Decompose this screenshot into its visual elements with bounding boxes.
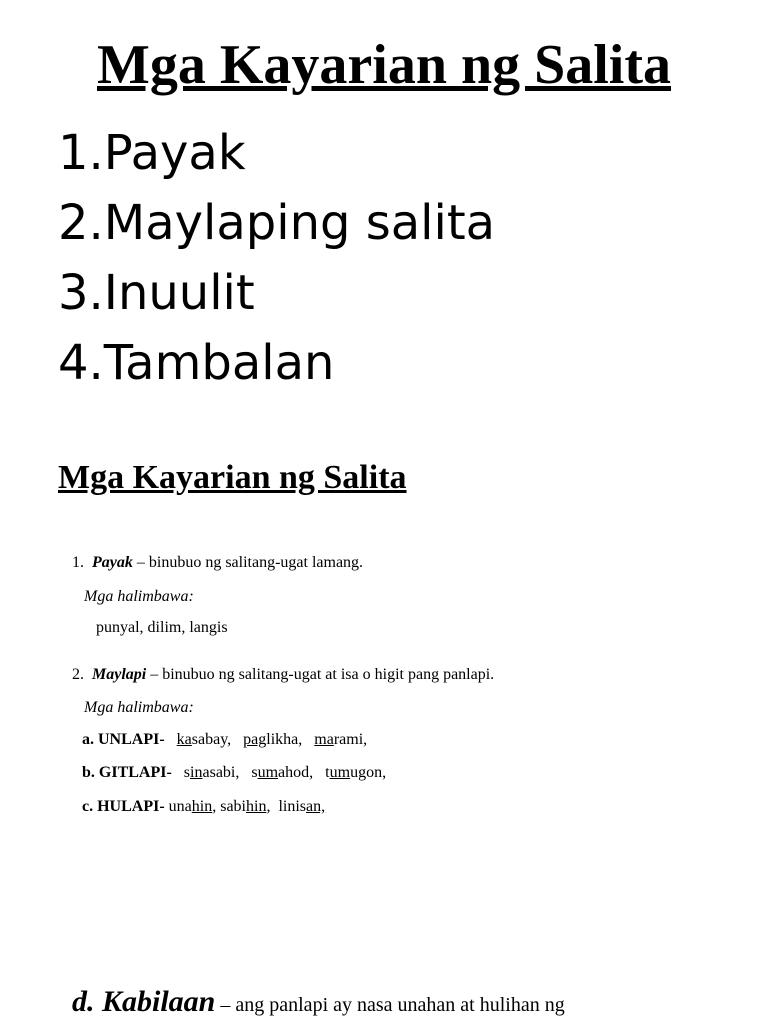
kabilaan-description: – ang panlapi ay nasa unahan at hulihan ng — [215, 994, 565, 1016]
affix-label: b. GITLAPI- — [82, 764, 172, 781]
examples-text: punyal, dilim, langis — [96, 619, 228, 636]
affix-part: um — [329, 764, 351, 781]
root-part: s — [183, 764, 191, 781]
item-term: Payak — [92, 554, 133, 571]
item-maylapi — [72, 662, 494, 688]
kabilaan-heading: d. Kabilaan — [72, 985, 216, 1018]
affix-part: hin — [246, 798, 267, 815]
affix-label: a. UNLAPI- — [82, 731, 165, 748]
root-part: ugon, — [350, 764, 387, 781]
examples-label: Mga halimbawa: — [84, 588, 194, 605]
item-payak — [72, 550, 363, 576]
affix-part: ma — [314, 731, 334, 748]
section-title: Mga Kayarian ng Salita — [58, 459, 407, 496]
item-description: – binubuo ng salitang-ugat at isa o higit pang panlapi. — [146, 666, 495, 683]
main-list-item: 1.Payak — [58, 125, 246, 181]
item-number: 2. — [72, 666, 84, 683]
root-part: t — [325, 764, 330, 781]
gitlapi-row — [82, 760, 386, 786]
root-part: , — [266, 798, 271, 815]
root-part: linis — [278, 798, 307, 815]
root-part: sabi — [220, 798, 246, 815]
root-part: , — [212, 798, 217, 815]
root-part: ahod, — [278, 764, 314, 781]
main-list-item: 3.Inuulit — [58, 265, 255, 321]
affix-label: c. HULAPI- — [82, 798, 165, 815]
root-part: asabi, — [202, 764, 240, 781]
root-part: s — [251, 764, 258, 781]
unlapi-row — [82, 727, 367, 753]
affix-part: pag — [243, 731, 267, 748]
root-part: una — [168, 798, 192, 815]
root-part: likha, — [266, 731, 303, 748]
affix-part: ka — [176, 731, 192, 748]
affix-part: in — [190, 764, 203, 781]
root-part: sabay, — [191, 731, 232, 748]
main-list-item: 2.Maylaping salita — [58, 195, 496, 251]
kabilaan-line — [72, 982, 565, 1025]
main-list — [58, 118, 495, 398]
affix-part: hin — [191, 798, 213, 815]
item-description: – binubuo ng salitang-ugat lamang. — [132, 554, 364, 571]
item-number: 1. — [72, 554, 84, 571]
page-title: Mga Kayarian ng Salita — [96, 34, 672, 96]
item-term: Maylapi — [92, 666, 147, 683]
hulapi-row — [82, 794, 325, 820]
main-list-item: 4.Tambalan — [58, 335, 335, 391]
root-part: rami, — [333, 731, 368, 748]
examples-label: Mga halimbawa: — [84, 699, 194, 716]
affix-part: um — [257, 764, 279, 781]
affix-part: an, — [306, 798, 326, 815]
